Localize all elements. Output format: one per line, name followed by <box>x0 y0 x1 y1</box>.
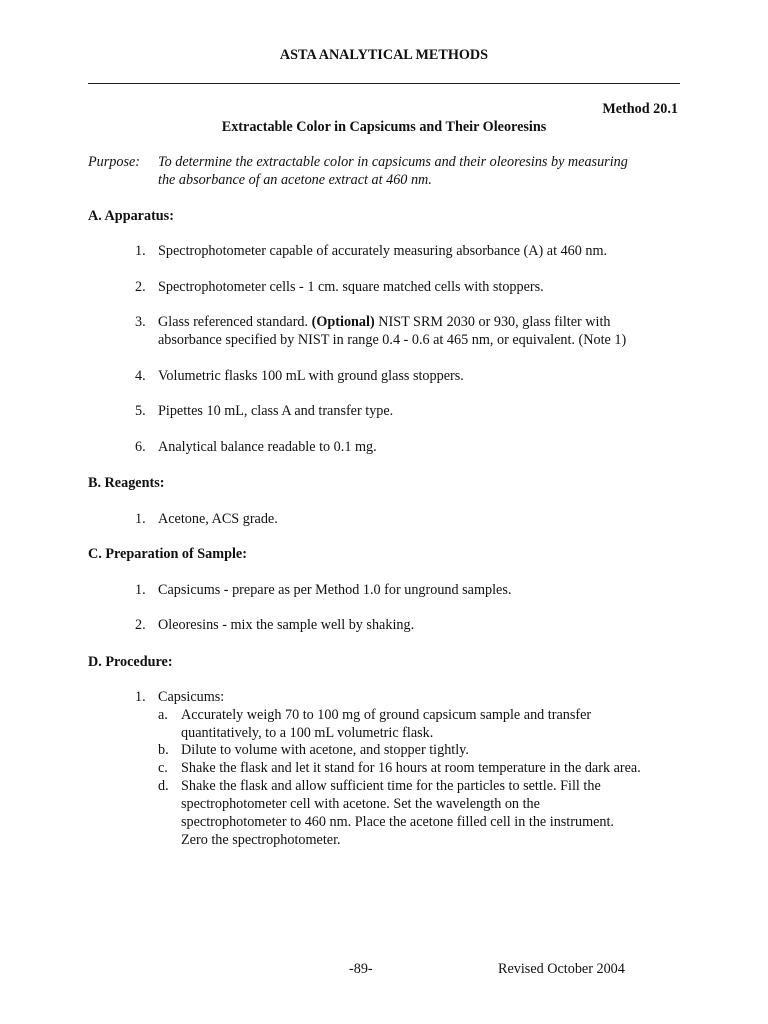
list-item-number: 1. <box>135 243 146 259</box>
sub-item-letter: b. <box>158 742 169 758</box>
list-item-text <box>158 313 611 331</box>
list-item-text-continuation: absorbance specified by NIST in range 0.4 - 0.6 at 465 nm, or equivalent. (Note 1) <box>158 332 627 348</box>
sub-item-letter: d. <box>158 778 169 794</box>
sub-item-letter: a. <box>158 707 168 723</box>
list-item-number: 4. <box>135 368 146 384</box>
sub-item-text: Accurately weigh 70 to 100 mg of ground capsicum sample and transfer <box>181 707 592 723</box>
section-heading-reagents: B. Reagents: <box>88 475 165 491</box>
list-item-number: 3. <box>135 314 146 330</box>
sub-item-text-continuation: spectrophotometer cell with acetone. Set the wavelength on the <box>181 796 540 812</box>
list-item-number: 6. <box>135 439 146 455</box>
document-title: Extractable Color in Capsicums and Their Oleoresins <box>221 119 547 135</box>
purpose-text-line-2: the absorbance of an acetone extract at 460 nm. <box>158 172 432 188</box>
list-item-text: Analytical balance readable to 0.1 mg. <box>158 439 377 455</box>
list-item-text-post: NIST SRM 2030 or 930, glass filter with <box>374 314 611 330</box>
optional-tag: (Optional) <box>311 314 375 330</box>
purpose-text-line-1: To determine the extractable color in capsicums and their oleoresins by measuring <box>158 154 628 170</box>
page-number: -89- <box>349 961 373 977</box>
sub-item-letter: c. <box>158 760 168 776</box>
section-heading-procedure: D. Procedure: <box>88 654 173 670</box>
list-item-number: 5. <box>135 403 146 419</box>
list-item-number: 2. <box>135 617 146 633</box>
list-item-number: 1. <box>135 582 146 598</box>
list-item-number: 2. <box>135 279 146 295</box>
header-divider <box>88 83 680 84</box>
section-heading-preparation: C. Preparation of Sample: <box>88 546 247 562</box>
list-item-text-pre: Glass referenced standard. <box>158 314 312 330</box>
sub-item-text-continuation: quantitatively, to a 100 mL volumetric flask. <box>181 725 434 741</box>
list-item-text: Capsicums - prepare as per Method 1.0 for unground samples. <box>158 582 512 598</box>
purpose-label: Purpose: <box>88 154 141 170</box>
sub-item-text: Shake the flask and let it stand for 16 hours at room temperature in the dark area. <box>181 760 641 776</box>
list-item-text: Capsicums: <box>158 689 225 705</box>
sub-item-text: Dilute to volume with acetone, and stopper tightly. <box>181 742 469 758</box>
list-item-text: Pipettes 10 mL, class A and transfer type. <box>158 403 394 419</box>
list-item-text: Oleoresins - mix the sample well by shaking. <box>158 617 415 633</box>
list-item-text: Volumetric flasks 100 mL with ground glass stoppers. <box>158 368 464 384</box>
sub-item-text-continuation: spectrophotometer to 460 nm. Place the acetone filled cell in the instrument. <box>181 814 614 830</box>
list-item-text: Spectrophotometer cells - 1 cm. square matched cells with stoppers. <box>158 279 544 295</box>
sub-item-text: Shake the flask and allow sufficient time for the particles to settle. Fill the <box>181 778 601 794</box>
page-header-title: ASTA ANALYTICAL METHODS <box>279 47 489 63</box>
list-item-text: Acetone, ACS grade. <box>158 511 278 527</box>
list-item-number: 1. <box>135 511 146 527</box>
sub-item-text-continuation: Zero the spectrophotometer. <box>181 832 341 848</box>
list-item-text: Spectrophotometer capable of accurately measuring absorbance (A) at 460 nm. <box>158 243 608 259</box>
method-number: Method 20.1 <box>602 101 678 117</box>
section-heading-apparatus: A. Apparatus: <box>88 208 174 224</box>
list-item-number: 1. <box>135 689 146 705</box>
revision-date: Revised October 2004 <box>498 961 625 977</box>
